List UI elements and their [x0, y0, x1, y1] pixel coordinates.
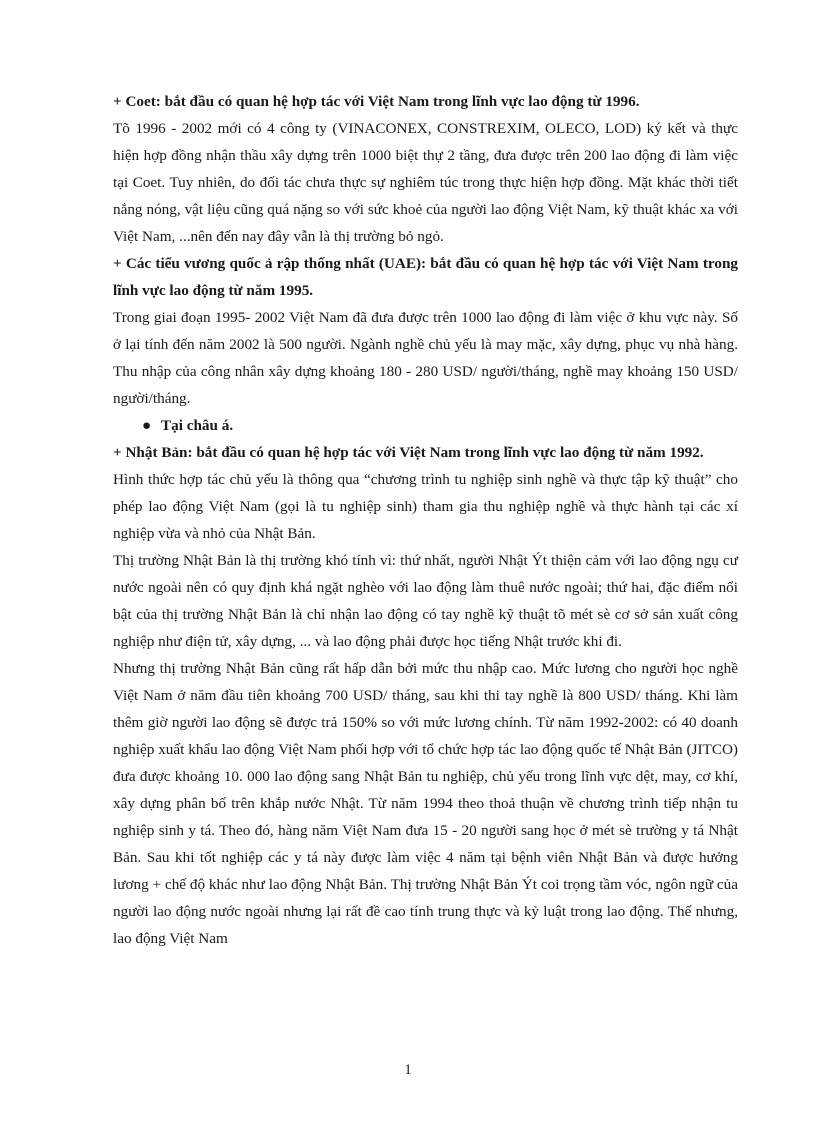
paragraph-coet: Tõ 1996 - 2002 mới có 4 công ty (VINACONEX, CONSTREXIM, OLECO, LOD) ký kết và thực hiện hợp đồng nhận thầu xây dựng trên 1000 biệt thự 2 tầng, đưa được trên 200 lao động đi làm việc tại Coet. Tuy nhiên, do đối tác chưa thực sự nghiêm túc trong thực hiện hợp đồng. Mặt khác thời tiết nắng nóng, vật liệu cũng quá nặng so với sức khoẻ của người lao động Việt Nam, kỹ thuật khác xa với Việt Nam, ...nên đến nay đây vẫn là thị trường bỏ ngỏ. [113, 120, 738, 245]
bullet-dot-icon: ● [142, 417, 152, 434]
bullet-asia [113, 412, 738, 439]
bullet-asia-label: Tại châu á. [161, 417, 234, 434]
paragraph-japan-form: Hình thức hợp tác chủ yếu là thông qua “chương trình tu nghiệp sinh nghề và thực tập kỹ thuật” cho phép lao động Việt Nam (gọi là tu nghiệp sinh) tham gia thu nghiệp nghề và thực hành tại các xí nghiệp vừa và nhỏ của Nhật Bản. [113, 471, 738, 542]
heading-uae: + Các tiểu vương quốc ả rập thống nhất (UAE): bắt đầu có quan hệ hợp tác với Việt Nam trong lĩnh vực lao động từ năm 1995. [113, 255, 738, 299]
heading-japan: + Nhật Bản: bắt đầu có quan hệ hợp tác với Việt Nam trong lĩnh vực lao động từ năm 1992. [113, 444, 704, 461]
paragraph-japan-market: Thị trường Nhật Bản là thị trường khó tính vì: thứ nhất, người Nhật Ýt thiện cảm với lao động ngụ cư nước ngoài nên có quy định khá ngặt nghèo với lao động làm thuê nước ngoài; thứ hai, đặc điểm nổi bật của thị trường Nhật Bản là chỉ nhận lao động có tay nghề kỹ thuật tõ mét sè cơ sở sản xuất công nghiệp như điện tử, xây dựng, ... và lao động phải được học tiếng Nhật trước khi đi. [113, 552, 738, 650]
paragraph-uae: Trong giai đoạn 1995- 2002 Việt Nam đã đưa được trên 1000 lao động đi làm việc ở khu vực này. Số ở lại tính đến năm 2002 là 500 người. Ngành nghề chủ yếu là may mặc, xây dựng, phục vụ nhà hàng. Thu nhập của công nhân xây dựng khoảng 180 - 280 USD/ người/tháng, nghề may khoảng 150 USD/ người/tháng. [113, 309, 738, 407]
document-page [113, 88, 738, 952]
heading-coet: + Coet: bắt đầu có quan hệ hợp tác với Việt Nam trong lĩnh vực lao động từ 1996. [113, 93, 640, 110]
paragraph-japan-income: Nhưng thị trường Nhật Bản cũng rất hấp dẫn bởi mức thu nhập cao. Mức lương cho người học nghề Việt Nam ở năm đầu tiên khoảng 700 USD/ tháng, sau khi thi tay nghề là 800 USD/ tháng. Khi làm thêm giờ người lao động sẽ được trả 150% so với mức lương chính. Từ năm 1992-2002: có 40 doanh nghiệp xuất khẩu lao động Việt Nam phối hợp với tổ chức hợp tác lao động quốc tế Nhật Bản (JITCO) đưa được khoảng 10. 000 lao động sang Nhật Bản tu nghiệp, chủ yếu trong lĩnh vực dệt, may, cơ khí, xây dựng phân bố trên khắp nước Nhật. Từ năm 1994 theo thoả thuận về chương trình tiếp nhận tu nghiệp sinh y tá. Theo đó, hàng năm Việt Nam đưa 15 - 20 người sang học ở mét sè trường y tá Nhật Bản. Sau khi tốt nghiệp các y tá này được làm việc 4 năm tại bệnh viên Nhật Bản và được hưởng lương + chế độ khác như lao động Nhật Bản. Thị trường Nhật Bản Ýt coi trọng tầm vóc, ngôn ngữ của người lao động nước ngoài nhưng lại rất đề cao tính trung thực và kỷ luật trong lao động. Thế nhưng, lao động Việt Nam [113, 660, 738, 947]
page-number: 1 [404, 1062, 412, 1078]
